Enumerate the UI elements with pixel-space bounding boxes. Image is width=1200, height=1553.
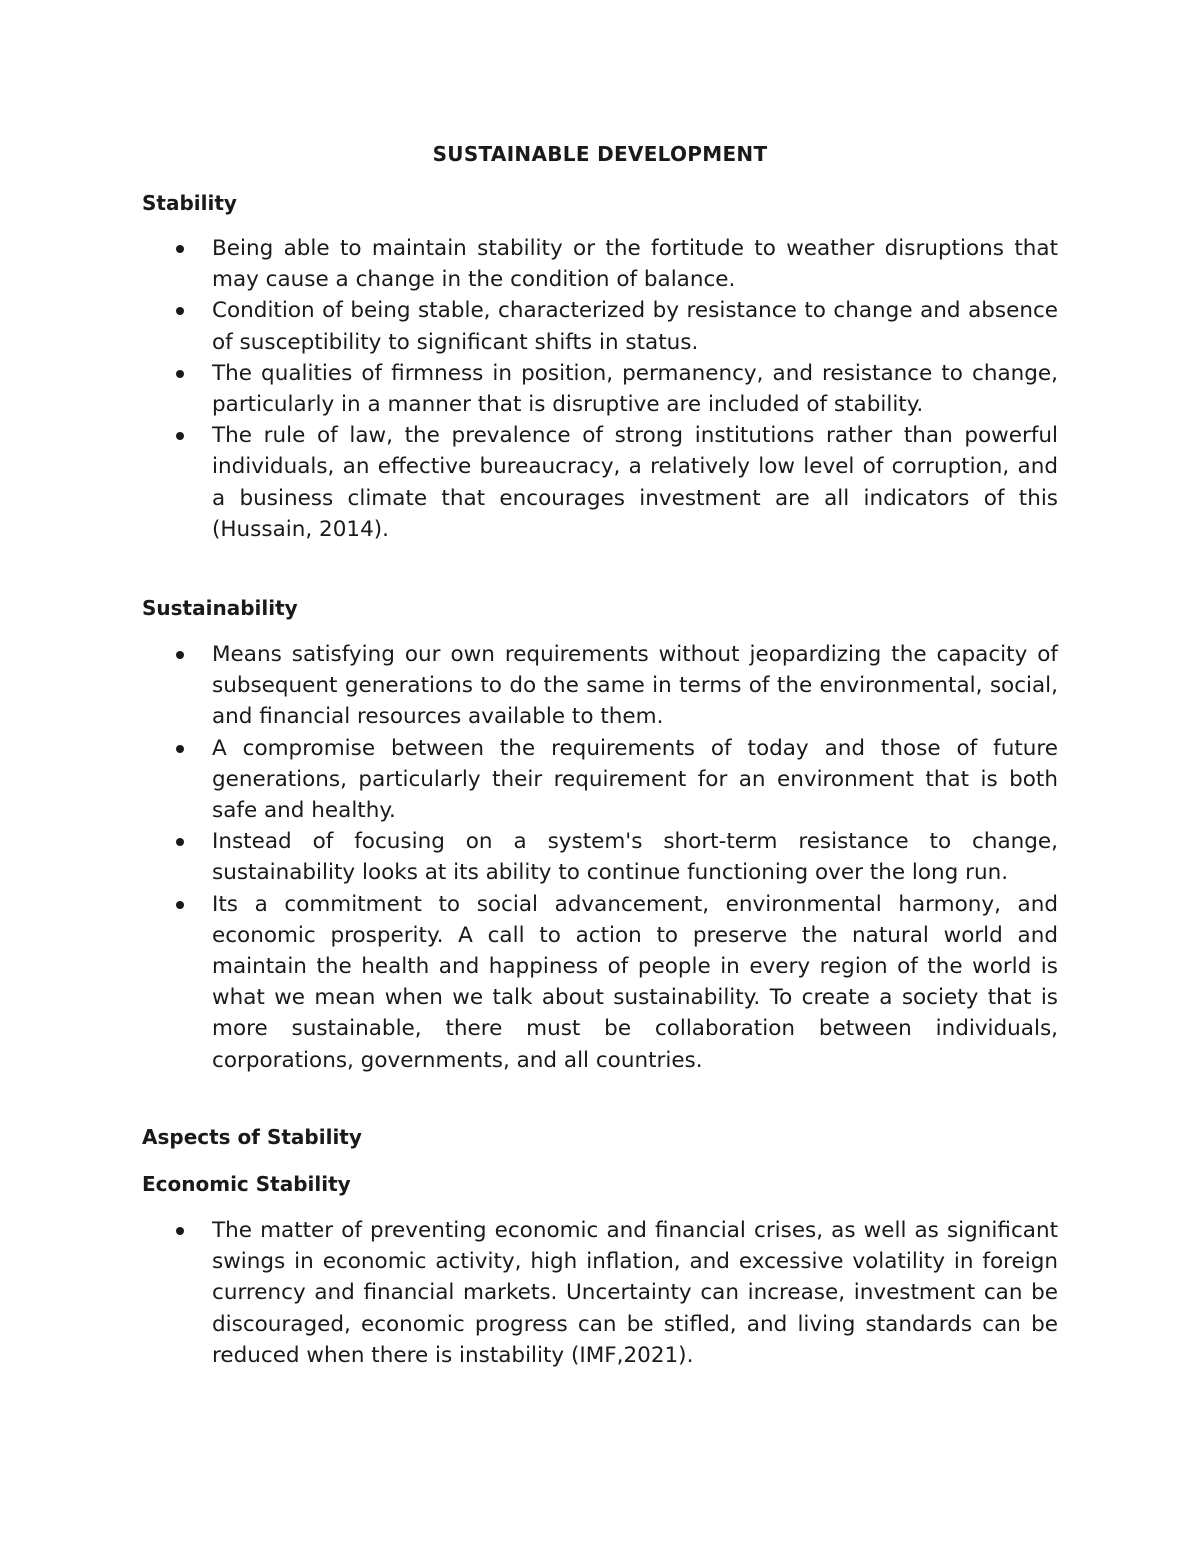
section-heading-aspects: Aspects of Stability — [142, 1125, 362, 1149]
bullet-icon — [176, 901, 184, 909]
list-item — [142, 639, 1058, 733]
list-item-text: A compromise between the requirements of today and those of future generations, particularly their requirement for an environment that is both safe and healthy. — [212, 735, 1058, 824]
sustainability-bullet-list — [142, 639, 1058, 1076]
list-item-text: Being able to maintain stability or the fortitude to weather disruptions that may cause a change in the condition of balance. — [212, 236, 1058, 293]
bullet-icon — [176, 245, 184, 253]
list-item-text: Condition of being stable, characterized by resistance to change and absence of susceptibility to significant shifts in status. — [212, 298, 1058, 355]
list-item-text: Instead of focusing on a system's short-term resistance to change, sustainability looks at its ability to continue functioning over the long run. — [212, 829, 1058, 886]
list-item — [142, 233, 1058, 295]
bullet-icon — [176, 745, 184, 753]
list-item-text: Means satisfying our own requirements without jeopardizing the capacity of subsequent generations to do the same in terms of the environmental, social, and financial resources available to them. — [212, 642, 1058, 730]
bullet-icon — [176, 1227, 184, 1235]
list-item — [142, 358, 1058, 420]
list-item — [142, 295, 1058, 357]
economic-bullet-list — [142, 1215, 1058, 1371]
document-title: SUSTAINABLE DEVELOPMENT — [432, 142, 768, 166]
list-item-text: The rule of law, the prevalence of strong institutions rather than powerful individuals, an effective bureaucracy, a relatively low level of corruption, and a business climate that encourages investment are all indicators of this (Hussain, 2014). — [212, 423, 1058, 542]
bullet-icon — [176, 307, 184, 315]
list-item — [142, 1215, 1058, 1371]
bullet-icon — [176, 432, 184, 440]
section-heading-economic: Economic Stability — [142, 1172, 351, 1196]
list-item — [142, 889, 1058, 1076]
bullet-icon — [176, 651, 184, 659]
list-item — [142, 826, 1058, 888]
bullet-icon — [176, 838, 184, 846]
bullet-icon — [176, 370, 184, 378]
section-heading-sustainability: Sustainability — [142, 596, 298, 620]
list-item-text: Its a commitment to social advancement, environmental harmony, and economic prosperity. A call to action to preserve the natural world and maintain the health and happiness of people in every region of the world is what we mean when we talk about sustainability. To create a society that is more sustainable, there must be collaboration between individuals, corporations, governments, and all countries. — [212, 891, 1058, 1073]
stability-bullet-list — [142, 233, 1058, 545]
list-item — [142, 733, 1058, 827]
list-item-text: The qualities of firmness in position, permanency, and resistance to change, particularly in a manner that is disruptive are included of stability. — [212, 360, 1058, 418]
list-item — [142, 420, 1058, 545]
list-item-text: The matter of preventing economic and financial crises, as well as significant swings in economic activity, high inflation, and excessive volatility in foreign currency and financial markets. Uncertainty can increase, investment can be discouraged, economic progress can be stifled, and living standards can be reduced when there is instability (IMF,2021). — [212, 1218, 1058, 1368]
section-heading-stability: Stability — [142, 191, 237, 215]
